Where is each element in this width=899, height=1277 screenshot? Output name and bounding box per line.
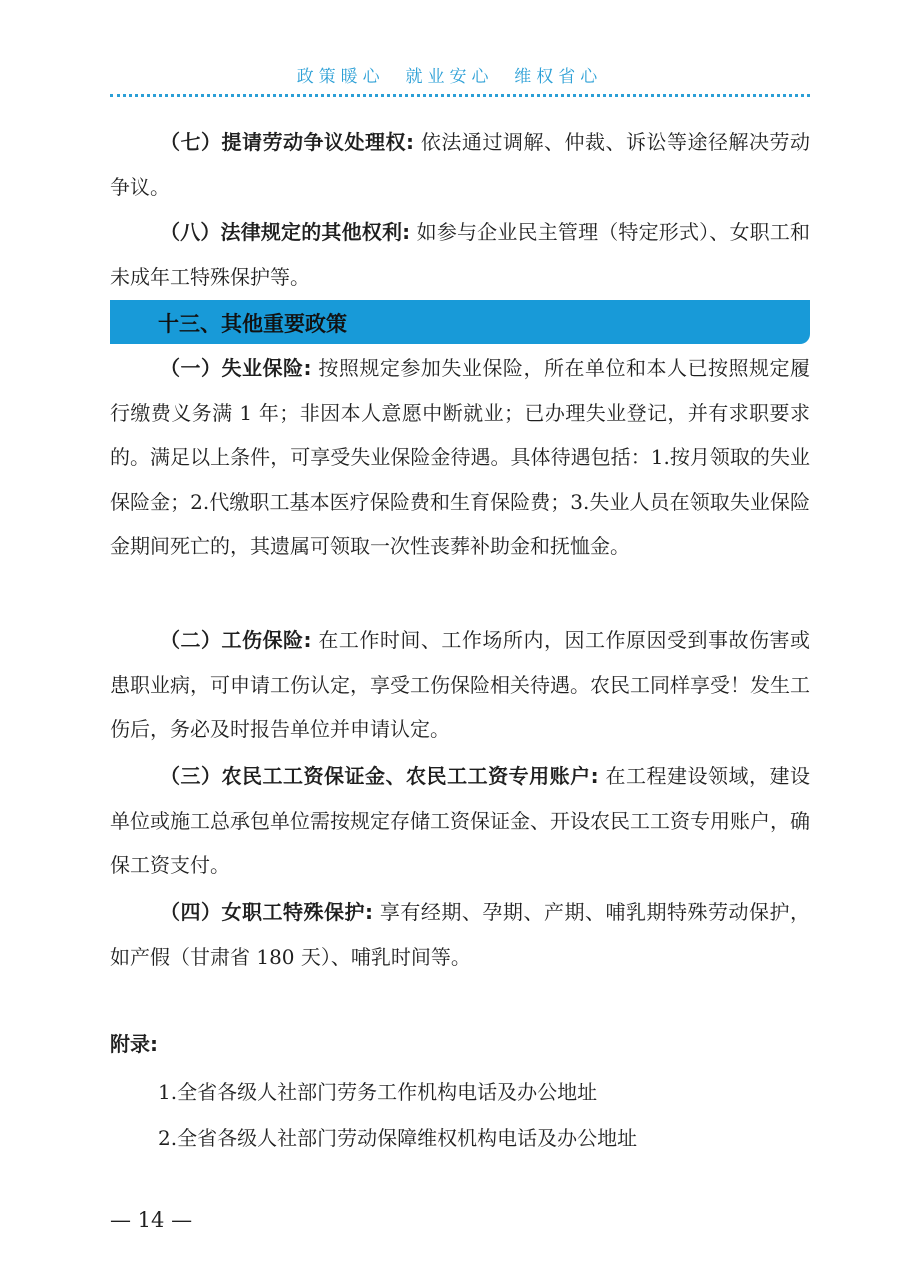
right-seven-text: 依法通过调解、仲裁、诉讼等途径解决劳动争议。 bbox=[110, 130, 811, 199]
section-title: 十三、其他重要政策 bbox=[158, 312, 347, 336]
unemployment-insurance-text: 按照规定参加失业保险，所在单位和本人已按照规定履行缴费义务满 1 年；非因本人意愿中断就业；已办理失业登记，并有求职要求的。满足以上条件，可享受失业保险金待遇。具体待遇包括：1.按月领取的失业保险金；2.代缴职工基本医疗保险费和生育保险费；3.失业人员在领取失业保险金期间死亡的，其遗属可领取一次性丧葬补助金和抚恤金。 bbox=[110, 356, 810, 559]
wage-guarantee-heading: （三）农民工工资保证金、农民工工资专用账户: bbox=[160, 764, 599, 788]
appendix-item: 1.全省各级人社部门劳务工作机构电话及办公地址 bbox=[158, 1080, 598, 1104]
female-worker-protection-paragraph bbox=[110, 890, 810, 979]
header-divider bbox=[110, 94, 810, 97]
section-heading-bar bbox=[110, 300, 810, 344]
page-number: — 14 — bbox=[110, 1208, 193, 1232]
wage-guarantee-paragraph bbox=[110, 754, 810, 888]
appendix-title: 附录: bbox=[110, 1032, 158, 1056]
female-worker-protection-heading: （四）女职工特殊保护: bbox=[160, 900, 374, 924]
right-eight-paragraph bbox=[110, 210, 810, 299]
right-seven-heading: （七）提请劳动争议处理权: bbox=[160, 130, 415, 154]
work-injury-insurance-heading: （二）工伤保险: bbox=[160, 628, 312, 652]
work-injury-insurance-text: 在工作时间、工作场所内，因工作原因受到事故伤害或患职业病，可申请工伤认定，享受工伤保险相关待遇。农民工同样享受！发生工伤后，务必及时报告单位并申请认定。 bbox=[110, 628, 810, 742]
unemployment-insurance-heading: （一）失业保险: bbox=[160, 356, 312, 380]
unemployment-insurance-paragraph bbox=[110, 346, 810, 569]
right-eight-text: 如参与企业民主管理（特定形式）、女职工和未成年工特殊保护等。 bbox=[110, 220, 811, 289]
work-injury-insurance-paragraph bbox=[110, 618, 810, 752]
appendix-item: 2.全省各级人社部门劳动保障维权机构电话及办公地址 bbox=[158, 1126, 638, 1150]
female-worker-protection-text: 享有经期、孕期、产期、哺乳期特殊劳动保护，如产假（甘肃省 180 天）、哺乳时间等。 bbox=[110, 900, 810, 969]
wage-guarantee-text: 在工程建设领域，建设单位或施工总承包单位需按规定存储工资保证金、开设农民工工资专用账户，确保工资支付。 bbox=[110, 764, 810, 878]
right-seven-paragraph bbox=[110, 120, 810, 209]
header-slogan: 政策暖心 就业安心 维权省心 bbox=[296, 67, 603, 87]
right-eight-heading: （八）法律规定的其他权利: bbox=[160, 220, 411, 244]
